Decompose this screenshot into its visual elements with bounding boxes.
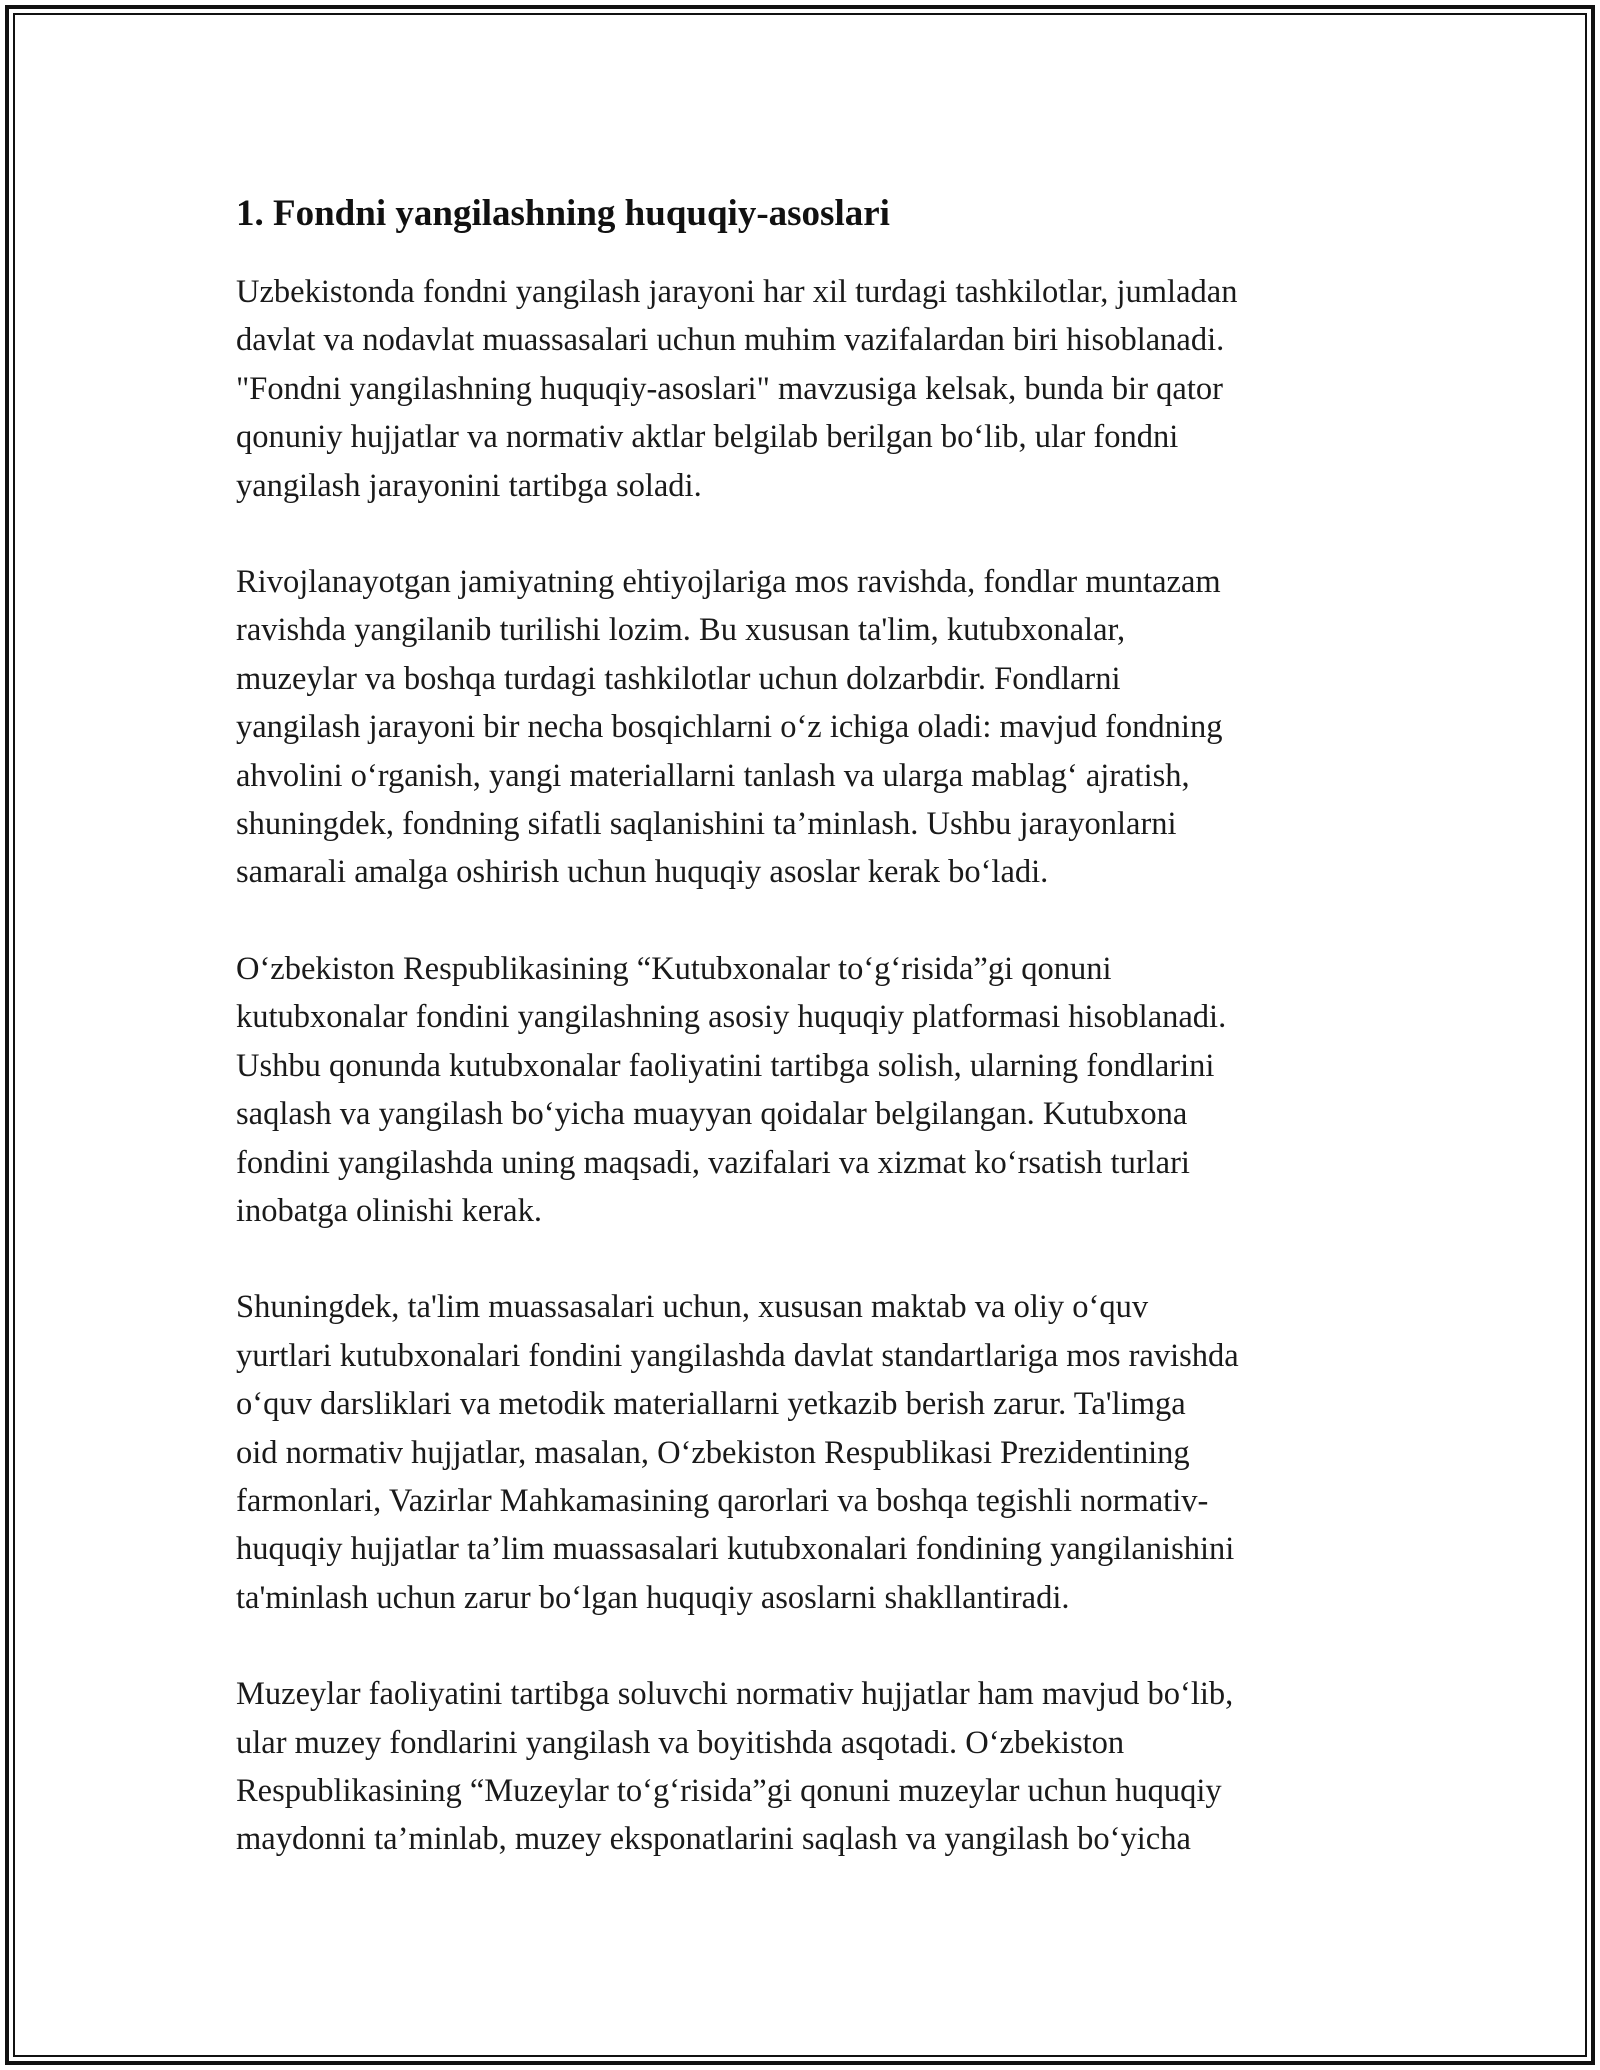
text-line: inobatga olinishi kerak. — [236, 1192, 542, 1229]
text-line: yangilash jarayonini tartibga soladi. — [236, 467, 702, 504]
text-line: "Fondni yangilashning huquqiy-asoslari" mavzusiga kelsak, bunda bir qator — [236, 370, 1223, 407]
document-body — [236, 186, 1396, 1912]
text-line: Uzbekistonda fondni yangilash jarayoni har xil turdagi tashkilotlar, jumladan — [236, 274, 1238, 310]
paragraph-3 — [236, 945, 1396, 1235]
text-line: yurtlari kutubxonalari fondini yangilashda davlat standartlariga mos ravishda — [236, 1337, 1239, 1374]
text-line: saqlash va yangilash bo‘yicha muayyan qoidalar belgilangan. Kutubxona — [236, 1096, 1188, 1133]
text-line: O‘zbekiston Respublikasining “Kutubxonalar to‘g‘risida”gi qonuni — [236, 950, 1112, 987]
paragraph-5 — [236, 1670, 1396, 1864]
text-line: ahvolini o‘rganish, yangi materiallarni tanlash va ularga mablag‘ ajratish, — [236, 757, 1190, 794]
paragraph-2 — [236, 558, 1396, 897]
section-heading: 1. Fondni yangilashning huquqiy-asoslari — [236, 193, 890, 234]
text-line: qonuniy hujjatlar va normativ aktlar belgilab berilgan bo‘lib, ular fondni — [236, 419, 1179, 456]
text-line: shuningdek, fondning sifatli saqlanishini ta’minlash. Ushbu jarayonlarni — [236, 806, 1177, 843]
text-line: muzeylar va boshqa turdagi tashkilotlar uchun dolzarbdir. Fondlarni — [236, 660, 1121, 697]
text-line: Muzeylar faoliyatini tartibga soluvchi normativ hujjatlar ham mavjud bo‘lib, — [236, 1676, 1234, 1713]
text-line: Rivojlanayotgan jamiyatning ehtiyojlariga mos ravishda, fondlar muntazam — [236, 564, 1221, 601]
text-line: ta'minlash uchun zarur bo‘lgan huquqiy asoslarni shakllantiradi. — [236, 1579, 1070, 1616]
text-line: oid normativ hujjatlar, masalan, O‘zbekiston Respublikasi Prezidentining — [236, 1434, 1190, 1471]
text-line: samarali amalga oshirish uchun huquqiy asoslar kerak bo‘ladi. — [236, 854, 1049, 891]
text-line: fondini yangilashda uning maqsadi, vazifalari va xizmat ko‘rsatish turlari — [236, 1144, 1190, 1181]
text-line: maydonni ta’minlab, muzey eksponatlarini saqlash va yangilash bo‘yicha — [236, 1821, 1191, 1858]
text-line: yangilash jarayoni bir necha bosqichlarni o‘z ichiga oladi: mavjud fondning — [236, 709, 1223, 746]
text-line: ular muzey fondlarini yangilash va boyitishda asqotadi. O‘zbekiston — [236, 1724, 1125, 1761]
text-line: Ushbu qonunda kutubxonalar faoliyatini tartibga solish, ularning fondlarini — [236, 1047, 1215, 1084]
paragraph-1 — [236, 268, 1396, 510]
text-line: ravishda yangilanib turilishi lozim. Bu xususan ta'lim, kutubxonalar, — [236, 612, 1126, 649]
text-line: kutubxonalar fondini yangilashning asosiy huquqiy platformasi hisoblanadi. — [236, 999, 1227, 1036]
text-line: Shuningdek, ta'lim muassasalari uchun, xususan maktab va oliy o‘quv — [236, 1289, 1149, 1326]
text-line: farmonlari, Vazirlar Mahkamasining qarorlari va boshqa tegishli normativ- — [236, 1482, 1209, 1519]
text-line: Respublikasining “Muzeylar to‘g‘risida”gi qonuni muzeylar uchun huquqiy — [236, 1772, 1222, 1809]
text-line: huquqiy hujjatlar ta’lim muassasalari kutubxonalari fondining yangilanishini — [236, 1531, 1235, 1568]
paragraph-4 — [236, 1283, 1396, 1622]
text-line: davlat va nodavlat muassasalari uchun muhim vazifalardan biri hisoblanadi. — [236, 322, 1225, 359]
text-line: o‘quv darsliklari va metodik materiallarni yetkazib berish zarur. Ta'limga — [236, 1386, 1186, 1423]
